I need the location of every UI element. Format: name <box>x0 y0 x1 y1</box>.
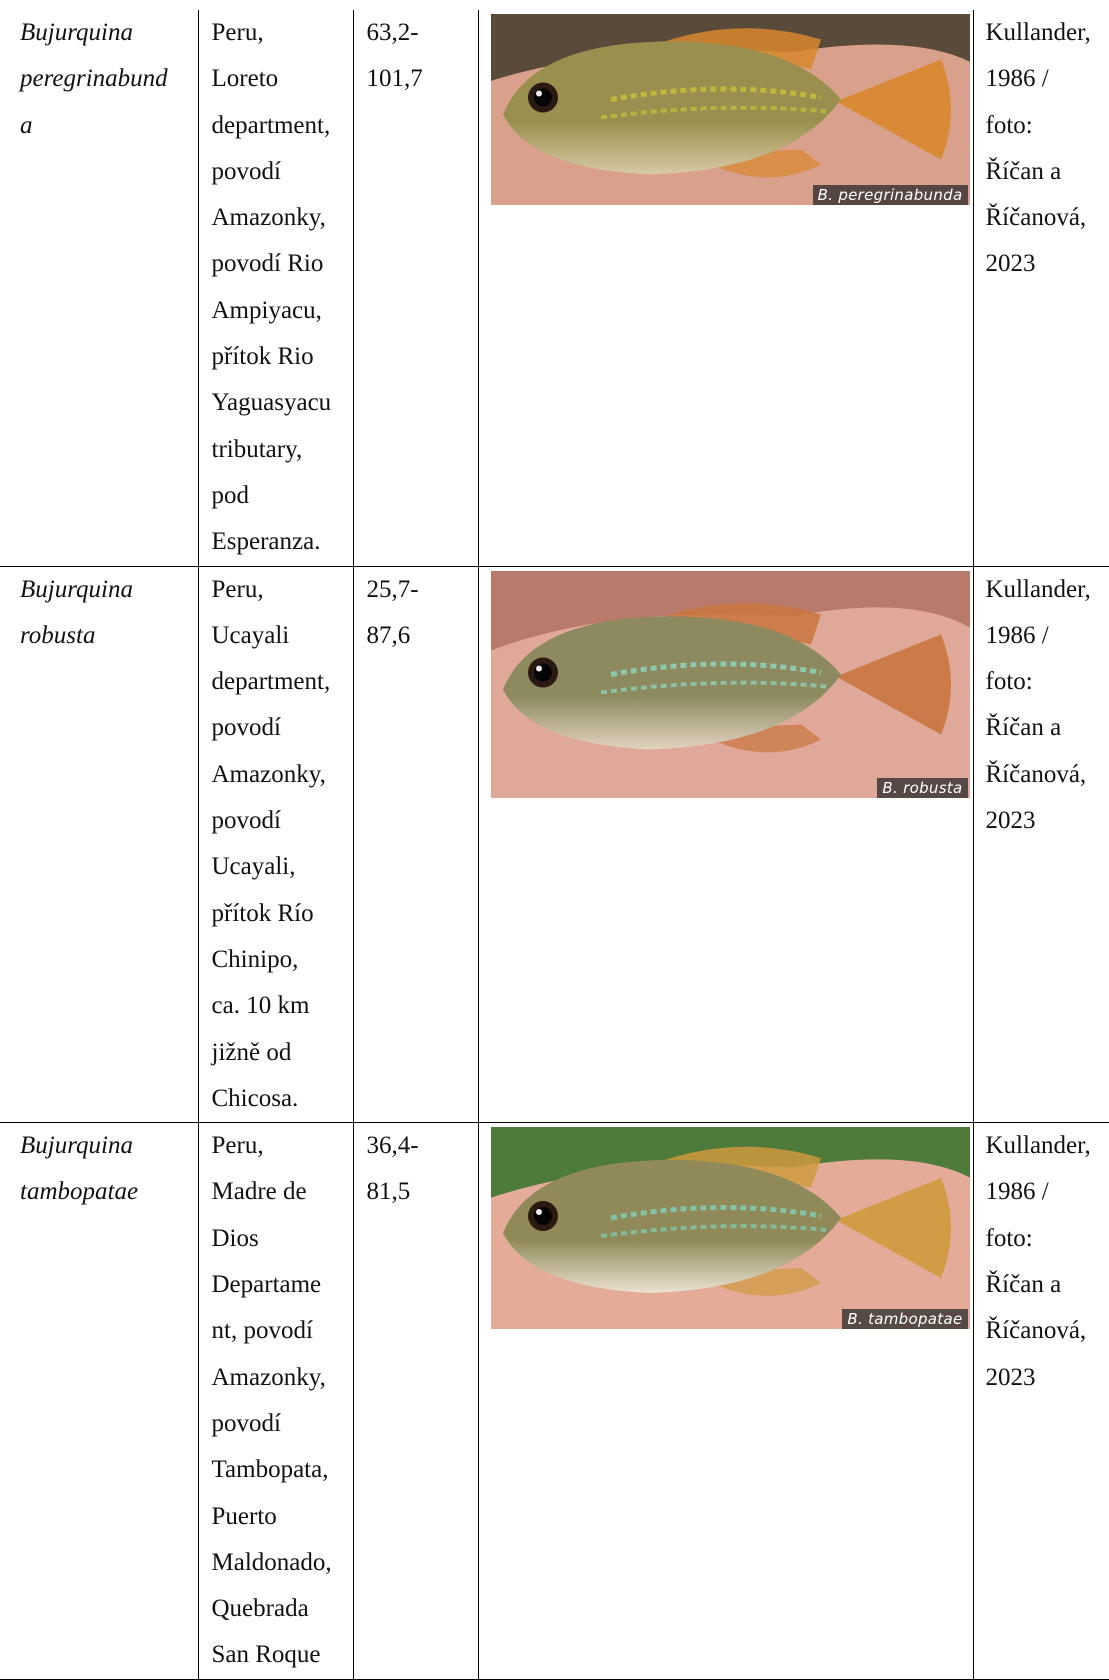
locality-line: Tambopata, <box>212 1447 349 1493</box>
reference-line: Říčan a <box>986 1262 1109 1308</box>
reference-line: 2023 <box>986 241 1109 287</box>
size-range-line: 63,2- <box>367 10 472 56</box>
photo-caption: B. peregrinabunda <box>813 185 968 205</box>
reference-line: foto: <box>986 103 1109 149</box>
fish-photo-image <box>491 14 970 205</box>
reference-line: Kullander, <box>986 10 1109 56</box>
photo-cell <box>478 566 973 1123</box>
locality-cell <box>198 10 353 566</box>
reference-line: 1986 / <box>986 56 1109 102</box>
fish-photo <box>491 1127 970 1329</box>
photo-caption: B. robusta <box>877 778 967 798</box>
reference-line: 1986 / <box>986 1169 1109 1215</box>
reference-line: Říčanová, <box>986 752 1109 798</box>
locality-line: Maldonado, <box>212 1540 349 1586</box>
table-row <box>0 10 1109 566</box>
species-table <box>0 10 1109 1680</box>
locality-line: nt, povodí <box>212 1308 349 1354</box>
locality-line: Yaguasyacu <box>212 380 349 426</box>
fish-photo-image <box>491 571 970 798</box>
species-name-cell <box>0 1123 198 1680</box>
locality-line: tributary, <box>212 427 349 473</box>
locality-line: Amazonky, <box>212 195 349 241</box>
reference-line: foto: <box>986 659 1109 705</box>
locality-line: Quebrada <box>212 1586 349 1632</box>
size-range-cell <box>353 566 478 1123</box>
locality-line: povodí <box>212 149 349 195</box>
locality-line: Peru, <box>212 1123 349 1169</box>
locality-line: Ampiyacu, <box>212 288 349 334</box>
species-name-line: tambopatae <box>20 1169 192 1215</box>
size-range-line: 81,5 <box>367 1169 472 1215</box>
reference-line: Kullander, <box>986 567 1109 613</box>
locality-line: Dios <box>212 1216 349 1262</box>
species-name-cell <box>0 566 198 1123</box>
reference-line: foto: <box>986 1216 1109 1262</box>
locality-line: povodí <box>212 705 349 751</box>
photo-cell <box>478 1123 973 1680</box>
locality-line: department, <box>212 659 349 705</box>
species-name-line: Bujurquina <box>20 567 192 613</box>
photo-cell <box>478 10 973 566</box>
species-name-cell <box>0 10 198 566</box>
reference-cell <box>973 10 1109 566</box>
locality-line: jižně od <box>212 1030 349 1076</box>
locality-line: pod <box>212 473 349 519</box>
locality-line: Chicosa. <box>212 1076 349 1122</box>
size-range-cell <box>353 10 478 566</box>
fish-photo <box>491 14 970 205</box>
locality-line: Madre de <box>212 1169 349 1215</box>
locality-line: povodí <box>212 1401 349 1447</box>
fish-photo <box>491 571 970 798</box>
fish-photo-image <box>491 1127 970 1329</box>
locality-line: San Roque <box>212 1632 349 1678</box>
species-name-line: peregrinabund <box>20 56 192 102</box>
locality-line: Loreto <box>212 56 349 102</box>
locality-line: Departame <box>212 1262 349 1308</box>
size-range-line: 25,7- <box>367 567 472 613</box>
species-name-line: robusta <box>20 613 192 659</box>
locality-line: Amazonky, <box>212 752 349 798</box>
species-name-line: Bujurquina <box>20 10 192 56</box>
reference-line: 2023 <box>986 1355 1109 1401</box>
photo-caption: B. tambopatae <box>842 1309 967 1329</box>
locality-line: Chinipo, <box>212 937 349 983</box>
table-row <box>0 1123 1109 1680</box>
locality-line: přítok Rio <box>212 334 349 380</box>
reference-line: Říčanová, <box>986 1308 1109 1354</box>
reference-line: 1986 / <box>986 613 1109 659</box>
locality-line: povodí Rio <box>212 241 349 287</box>
species-name-line: Bujurquina <box>20 1123 192 1169</box>
locality-line: Ucayali <box>212 613 349 659</box>
reference-line: Říčanová, <box>986 195 1109 241</box>
reference-cell <box>973 566 1109 1123</box>
size-range-cell <box>353 1123 478 1680</box>
locality-line: přítok Río <box>212 891 349 937</box>
locality-line: Peru, <box>212 10 349 56</box>
locality-cell <box>198 1123 353 1680</box>
locality-line: povodí <box>212 798 349 844</box>
locality-line: Ucayali, <box>212 844 349 890</box>
species-name-line: a <box>20 103 192 149</box>
reference-line: Kullander, <box>986 1123 1109 1169</box>
locality-line: ca. 10 km <box>212 983 349 1029</box>
table-row <box>0 566 1109 1123</box>
size-range-line: 87,6 <box>367 613 472 659</box>
locality-line: Amazonky, <box>212 1355 349 1401</box>
locality-line: Puerto <box>212 1494 349 1540</box>
locality-line: Esperanza. <box>212 519 349 565</box>
reference-line: Říčan a <box>986 149 1109 195</box>
reference-line: Říčan a <box>986 705 1109 751</box>
size-range-line: 36,4- <box>367 1123 472 1169</box>
locality-line: Peru, <box>212 567 349 613</box>
reference-line: 2023 <box>986 798 1109 844</box>
size-range-line: 101,7 <box>367 56 472 102</box>
locality-cell <box>198 566 353 1123</box>
reference-cell <box>973 1123 1109 1680</box>
locality-line: department, <box>212 103 349 149</box>
